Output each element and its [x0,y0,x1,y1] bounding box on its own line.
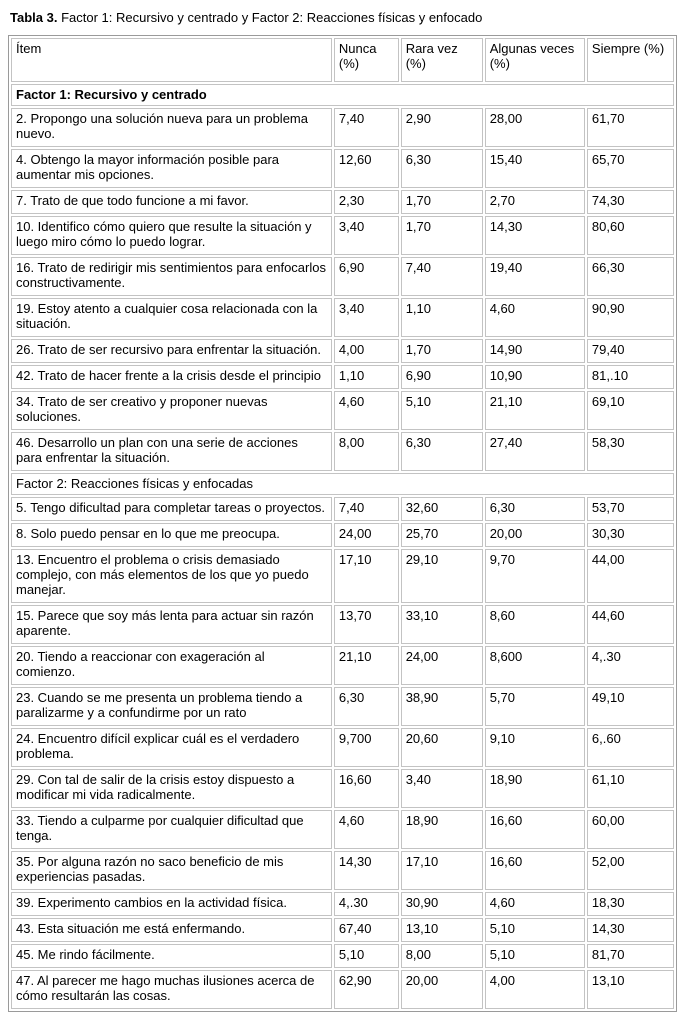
value-cell: 14,30 [485,216,585,255]
table-row [11,391,674,430]
section-row [11,84,674,106]
value-cell: 6,30 [334,687,399,726]
value-cell: 6,90 [401,365,483,389]
value-cell: 33,10 [401,605,483,644]
data-table [8,35,677,1012]
value-cell: 44,60 [587,605,674,644]
value-cell: 5,10 [485,944,585,968]
value-cell: 60,00 [587,810,674,849]
value-cell: 7,40 [401,257,483,296]
value-cell: 5,70 [485,687,585,726]
value-cell: 29,10 [401,549,483,603]
value-cell: 18,90 [485,769,585,808]
table-caption-text: Factor 1: Recursivo y centrado y Factor 2: Reacciones físicas y enfocado [57,10,483,25]
value-cell: 20,00 [401,970,483,1009]
item-cell: 7. Trato de que todo funcione a mi favor. [11,190,332,214]
value-cell: 1,10 [334,365,399,389]
value-cell: 52,00 [587,851,674,890]
item-cell: 5. Tengo dificultad para completar tareas o proyectos. [11,497,332,521]
value-cell: 13,10 [401,918,483,942]
value-cell: 81,70 [587,944,674,968]
item-cell: 46. Desarrollo un plan con una serie de acciones para enfrentar la situación. [11,432,332,471]
value-cell: 8,60 [485,605,585,644]
column-header-siempre: Siempre (%) [587,38,674,82]
value-cell: 12,60 [334,149,399,188]
value-cell: 4,60 [485,892,585,916]
value-cell: 21,10 [485,391,585,430]
header-row [11,38,674,82]
value-cell: 24,00 [401,646,483,685]
value-cell: 13,10 [587,970,674,1009]
value-cell: 4,00 [485,970,585,1009]
value-cell: 5,10 [334,944,399,968]
table-row [11,216,674,255]
table-row [11,646,674,685]
value-cell: 90,90 [587,298,674,337]
value-cell: 14,30 [334,851,399,890]
item-cell: 24. Encuentro difícil explicar cuál es el verdadero problema. [11,728,332,767]
item-cell: 26. Trato de ser recursivo para enfrentar la situación. [11,339,332,363]
value-cell: 1,70 [401,190,483,214]
table-row [11,257,674,296]
table-row [11,851,674,890]
value-cell: 25,70 [401,523,483,547]
item-cell: 45. Me rindo fácilmente. [11,944,332,968]
table-row [11,605,674,644]
table-caption-label: Tabla 3. [10,10,58,25]
item-cell: 34. Trato de ser creativo y proponer nuevas soluciones. [11,391,332,430]
table-caption [10,10,677,26]
value-cell: 80,60 [587,216,674,255]
value-cell: 32,60 [401,497,483,521]
item-cell: 43. Esta situación me está enfermando. [11,918,332,942]
value-cell: 28,00 [485,108,585,147]
value-cell: 9,10 [485,728,585,767]
column-header-rara-vez: Rara vez (%) [401,38,483,82]
value-cell: 30,90 [401,892,483,916]
table-row [11,432,674,471]
value-cell: 69,10 [587,391,674,430]
value-cell: 61,10 [587,769,674,808]
value-cell: 1,10 [401,298,483,337]
table-row [11,944,674,968]
column-header-item: Ítem [11,38,332,82]
value-cell: 14,90 [485,339,585,363]
value-cell: 9,70 [485,549,585,603]
table-row [11,298,674,337]
value-cell: 10,90 [485,365,585,389]
value-cell: 5,10 [485,918,585,942]
item-cell: 16. Trato de redirigir mis sentimientos para enfocarlos constructivamente. [11,257,332,296]
table-row [11,190,674,214]
value-cell: 4,.30 [334,892,399,916]
value-cell: 61,70 [587,108,674,147]
table-row [11,365,674,389]
item-cell: 42. Trato de hacer frente a la crisis desde el principio [11,365,332,389]
value-cell: 81,.10 [587,365,674,389]
value-cell: 19,40 [485,257,585,296]
item-cell: 8. Solo puedo pensar en lo que me preocupa. [11,523,332,547]
item-cell: 15. Parece que soy más lenta para actuar sin razón aparente. [11,605,332,644]
value-cell: 1,70 [401,216,483,255]
value-cell: 20,00 [485,523,585,547]
value-cell: 6,30 [401,149,483,188]
section-title: Factor 2: Reacciones físicas y enfocadas [11,473,674,495]
value-cell: 2,70 [485,190,585,214]
table-row [11,523,674,547]
value-cell: 5,10 [401,391,483,430]
value-cell: 13,70 [334,605,399,644]
item-cell: 33. Tiendo a culparme por cualquier dificultad que tenga. [11,810,332,849]
value-cell: 74,30 [587,190,674,214]
item-cell: 13. Encuentro el problema o crisis demasiado complejo, con más elementos de los que yo puedo manejar. [11,549,332,603]
item-cell: 35. Por alguna razón no saco beneficio de mis experiencias pasadas. [11,851,332,890]
table-row [11,549,674,603]
item-cell: 20. Tiendo a reaccionar con exageración al comienzo. [11,646,332,685]
item-cell: 19. Estoy atento a cualquier cosa relacionada con la situación. [11,298,332,337]
value-cell: 44,00 [587,549,674,603]
value-cell: 65,70 [587,149,674,188]
value-cell: 4,60 [334,810,399,849]
value-cell: 8,00 [334,432,399,471]
value-cell: 58,30 [587,432,674,471]
value-cell: 62,90 [334,970,399,1009]
table-row [11,970,674,1009]
value-cell: 79,40 [587,339,674,363]
value-cell: 9,700 [334,728,399,767]
value-cell: 3,40 [334,298,399,337]
table-row [11,728,674,767]
table-row [11,810,674,849]
value-cell: 17,10 [334,549,399,603]
value-cell: 4,60 [485,298,585,337]
value-cell: 17,10 [401,851,483,890]
item-cell: 29. Con tal de salir de la crisis estoy dispuesto a modificar mi vida radicalmente. [11,769,332,808]
value-cell: 6,.60 [587,728,674,767]
value-cell: 18,90 [401,810,483,849]
value-cell: 38,90 [401,687,483,726]
value-cell: 53,70 [587,497,674,521]
item-cell: 23. Cuando se me presenta un problema tiendo a paralizarme y a confundirme por un rato [11,687,332,726]
value-cell: 3,40 [401,769,483,808]
value-cell: 66,30 [587,257,674,296]
table-row [11,149,674,188]
value-cell: 2,90 [401,108,483,147]
table-row [11,892,674,916]
value-cell: 14,30 [587,918,674,942]
value-cell: 16,60 [485,810,585,849]
value-cell: 1,70 [401,339,483,363]
value-cell: 21,10 [334,646,399,685]
item-cell: 2. Propongo una solución nueva para un problema nuevo. [11,108,332,147]
value-cell: 4,00 [334,339,399,363]
table-body [11,84,674,1009]
item-cell: 47. Al parecer me hago muchas ilusiones acerca de cómo resultarán las cosas. [11,970,332,1009]
value-cell: 6,30 [401,432,483,471]
value-cell: 24,00 [334,523,399,547]
section-row [11,473,674,495]
value-cell: 16,60 [485,851,585,890]
item-cell: 39. Experimento cambios en la actividad física. [11,892,332,916]
value-cell: 16,60 [334,769,399,808]
column-header-nunca: Nunca (%) [334,38,399,82]
value-cell: 67,40 [334,918,399,942]
value-cell: 3,40 [334,216,399,255]
item-cell: 10. Identifico cómo quiero que resulte la situación y luego miro cómo lo puedo lograr. [11,216,332,255]
table-row [11,687,674,726]
value-cell: 7,40 [334,108,399,147]
value-cell: 27,40 [485,432,585,471]
value-cell: 2,30 [334,190,399,214]
value-cell: 15,40 [485,149,585,188]
item-cell: 4. Obtengo la mayor información posible para aumentar mis opciones. [11,149,332,188]
value-cell: 4,60 [334,391,399,430]
value-cell: 49,10 [587,687,674,726]
table-row [11,769,674,808]
table-row [11,339,674,363]
table-row [11,497,674,521]
value-cell: 18,30 [587,892,674,916]
value-cell: 6,90 [334,257,399,296]
value-cell: 20,60 [401,728,483,767]
value-cell: 8,600 [485,646,585,685]
value-cell: 30,30 [587,523,674,547]
value-cell: 7,40 [334,497,399,521]
column-header-algunas-veces: Algunas veces (%) [485,38,585,82]
value-cell: 8,00 [401,944,483,968]
value-cell: 6,30 [485,497,585,521]
value-cell: 4,.30 [587,646,674,685]
table-row [11,108,674,147]
section-title: Factor 1: Recursivo y centrado [11,84,674,106]
